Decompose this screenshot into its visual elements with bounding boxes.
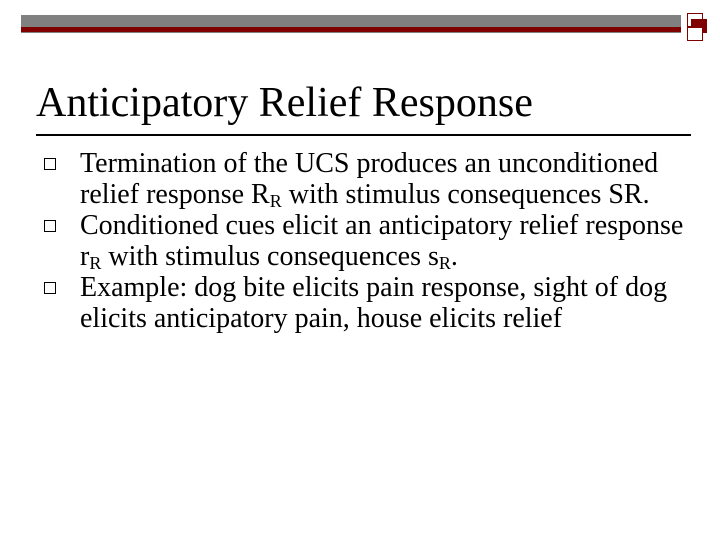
top-red-stripe <box>21 27 681 32</box>
subscript: R <box>438 253 451 273</box>
top-decorative-bar <box>21 15 681 33</box>
corner-square <box>687 27 703 41</box>
title-underline <box>36 134 691 136</box>
bullet-text: Conditioned cues elicit an anticipatory relief response r <box>80 210 684 272</box>
slide-title: Anticipatory Relief Response <box>36 80 533 126</box>
hollow-square-bullet-icon <box>44 158 56 170</box>
bullet-text: with stimulus consequences s <box>101 241 439 272</box>
bullet-list <box>44 148 684 334</box>
bullet-item <box>44 210 684 272</box>
subscript: R <box>269 191 282 211</box>
bullet-text: with stimulus consequences SR. <box>281 179 650 210</box>
subscript: R <box>89 253 102 273</box>
bullet-text: . <box>450 241 458 272</box>
bullet-text: Termination of the UCS produces an unconditioned relief response R <box>80 148 659 210</box>
bullet-item <box>44 272 684 334</box>
hollow-square-bullet-icon <box>44 220 56 232</box>
bullet-text: Example: dog bite elicits pain response, sight of dog elicits anticipatory pain, house elicits relief <box>80 272 668 334</box>
hollow-square-bullet-icon <box>44 282 56 294</box>
bullet-item <box>44 148 684 210</box>
corner-squares-icon <box>685 9 709 41</box>
